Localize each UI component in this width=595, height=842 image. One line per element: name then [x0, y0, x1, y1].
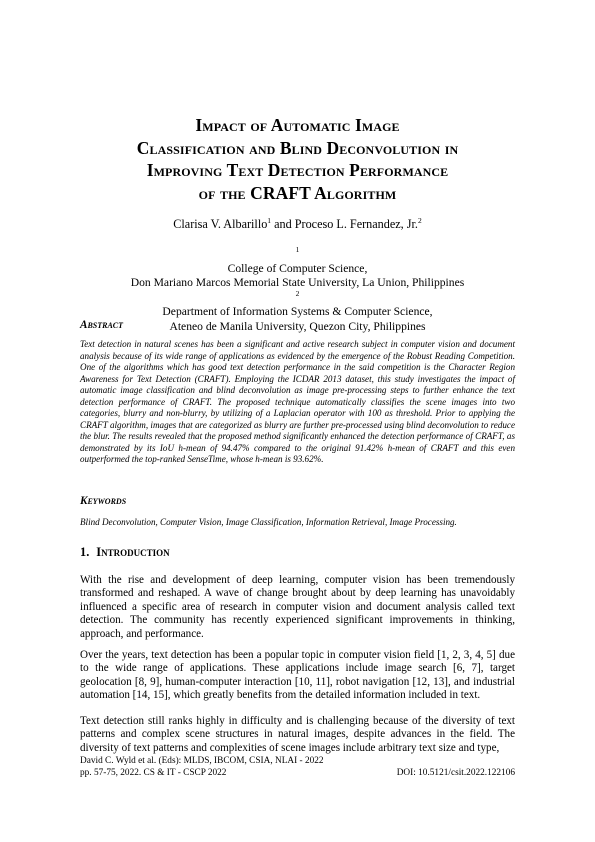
affiliation-line: Ateneo de Manila University, Quezon City, Philippines	[169, 319, 426, 333]
title-line: Classification and Blind Deconvolution in	[136, 137, 459, 158]
author-name: Proceso L. Fernandez, Jr.	[294, 217, 418, 231]
section-heading-introduction	[80, 545, 170, 560]
abstract-text: Text detection in natural scenes has been a significant and active research subject in computer vision and document analysis because of its wide range of applications as evidenced by the emergence of the Robust Reading Competition. One of the algorithms which has good text detection performance in the said competition is the Character Region Awareness for Text Detection (CRAFT). Employing the ICDAR 2013 dataset, this study investigates the impact of automatic image classification and blind deconvolution as image pre-processing steps to further enhance the text detection performance of CRAFT. The proposed technique automatically classifies the scene images into two categories, blurry and non-blurry, by utilizing of a Laplacian operator with 100 as threshold. Prior to applying the CRAFT algorithm, images that are categorized as blurry are further pre-processed using blind deconvolution to reduce the blur. The results revealed that the proposed method significantly enhanced the detection performance of CRAFT, as demonstrated by its IoU h-mean of 94.47% compared to the original 91.42% h-mean of CRAFT and this even outperformed the top-ranked SenseTime, whose h-mean is 93.62%.	[80, 339, 515, 465]
section-title: Introduction	[96, 545, 170, 559]
author-name: Clarisa V. Albarillo	[173, 217, 268, 231]
author-connector: and	[271, 217, 295, 231]
affiliation-marker: 2	[417, 216, 422, 225]
affiliation-line: $^2$ Department of Information Systems & Computer Science,	[162, 288, 433, 319]
title-line: of the CRAFT Algorithm	[198, 182, 397, 203]
affiliation-marker: 1	[295, 245, 300, 254]
title-line: Improving Text Detection Performance	[146, 160, 449, 180]
title-line: Impact of Automatic Image	[195, 115, 400, 135]
page-footer	[80, 755, 515, 779]
footer-pages: pp. 57-75, 2022. CS & IT - CSCP 2022	[80, 768, 227, 778]
paper-title	[60, 114, 535, 204]
keywords-text: Blind Deconvolution, Computer Vision, Image Classification, Information Retrieval, Image Processing.	[80, 517, 457, 527]
affiliation-line: $^1$ College of Computer Science,	[227, 245, 368, 275]
author-list	[0, 217, 595, 232]
footer-proceedings: David C. Wyld et al. (Eds): MLDS, IBCOM, CSIA, NLAI - 2022	[80, 756, 324, 766]
abstract-heading: Abstract	[80, 319, 124, 331]
body-paragraph: With the rise and development of deep learning, computer vision has been tremendously transformed and reshaped. A wave of change brought about by deep learning has unavoidably influenced a specific area of research in computer vision and document analysis called text detection. The community has recently experienced significant improvements in thinking, approach, and performance.	[80, 574, 515, 640]
affiliation-marker: 2	[295, 288, 300, 298]
affiliation-line: Don Mariano Marcos Memorial State University, La Union, Philippines	[130, 276, 465, 290]
section-number: 1.	[80, 545, 90, 559]
keywords-heading: Keywords	[80, 495, 127, 507]
affiliation-marker: 1	[267, 216, 272, 225]
body-paragraph: Text detection still ranks highly in difficulty and is challenging because of the diversity of text patterns and complex scene structures in natural images, despite advances in the field. The diversity of text patterns and complexities of scene images include arbitrary text size and type,	[80, 715, 515, 754]
body-paragraph: Over the years, text detection has been a popular topic in computer vision field [1, 2, 3, 4, 5] due to the wide range of applications. These applications include image search [6, 7], target geolocation [8, 9], human-computer interaction [10, 11], robot navigation [12, 13], and industrial automation [14, 15], which greatly benefits from the detailed information included in text.	[80, 649, 515, 702]
footer-doi: DOI: 10.5121/csit.2022.122106	[396, 768, 515, 778]
